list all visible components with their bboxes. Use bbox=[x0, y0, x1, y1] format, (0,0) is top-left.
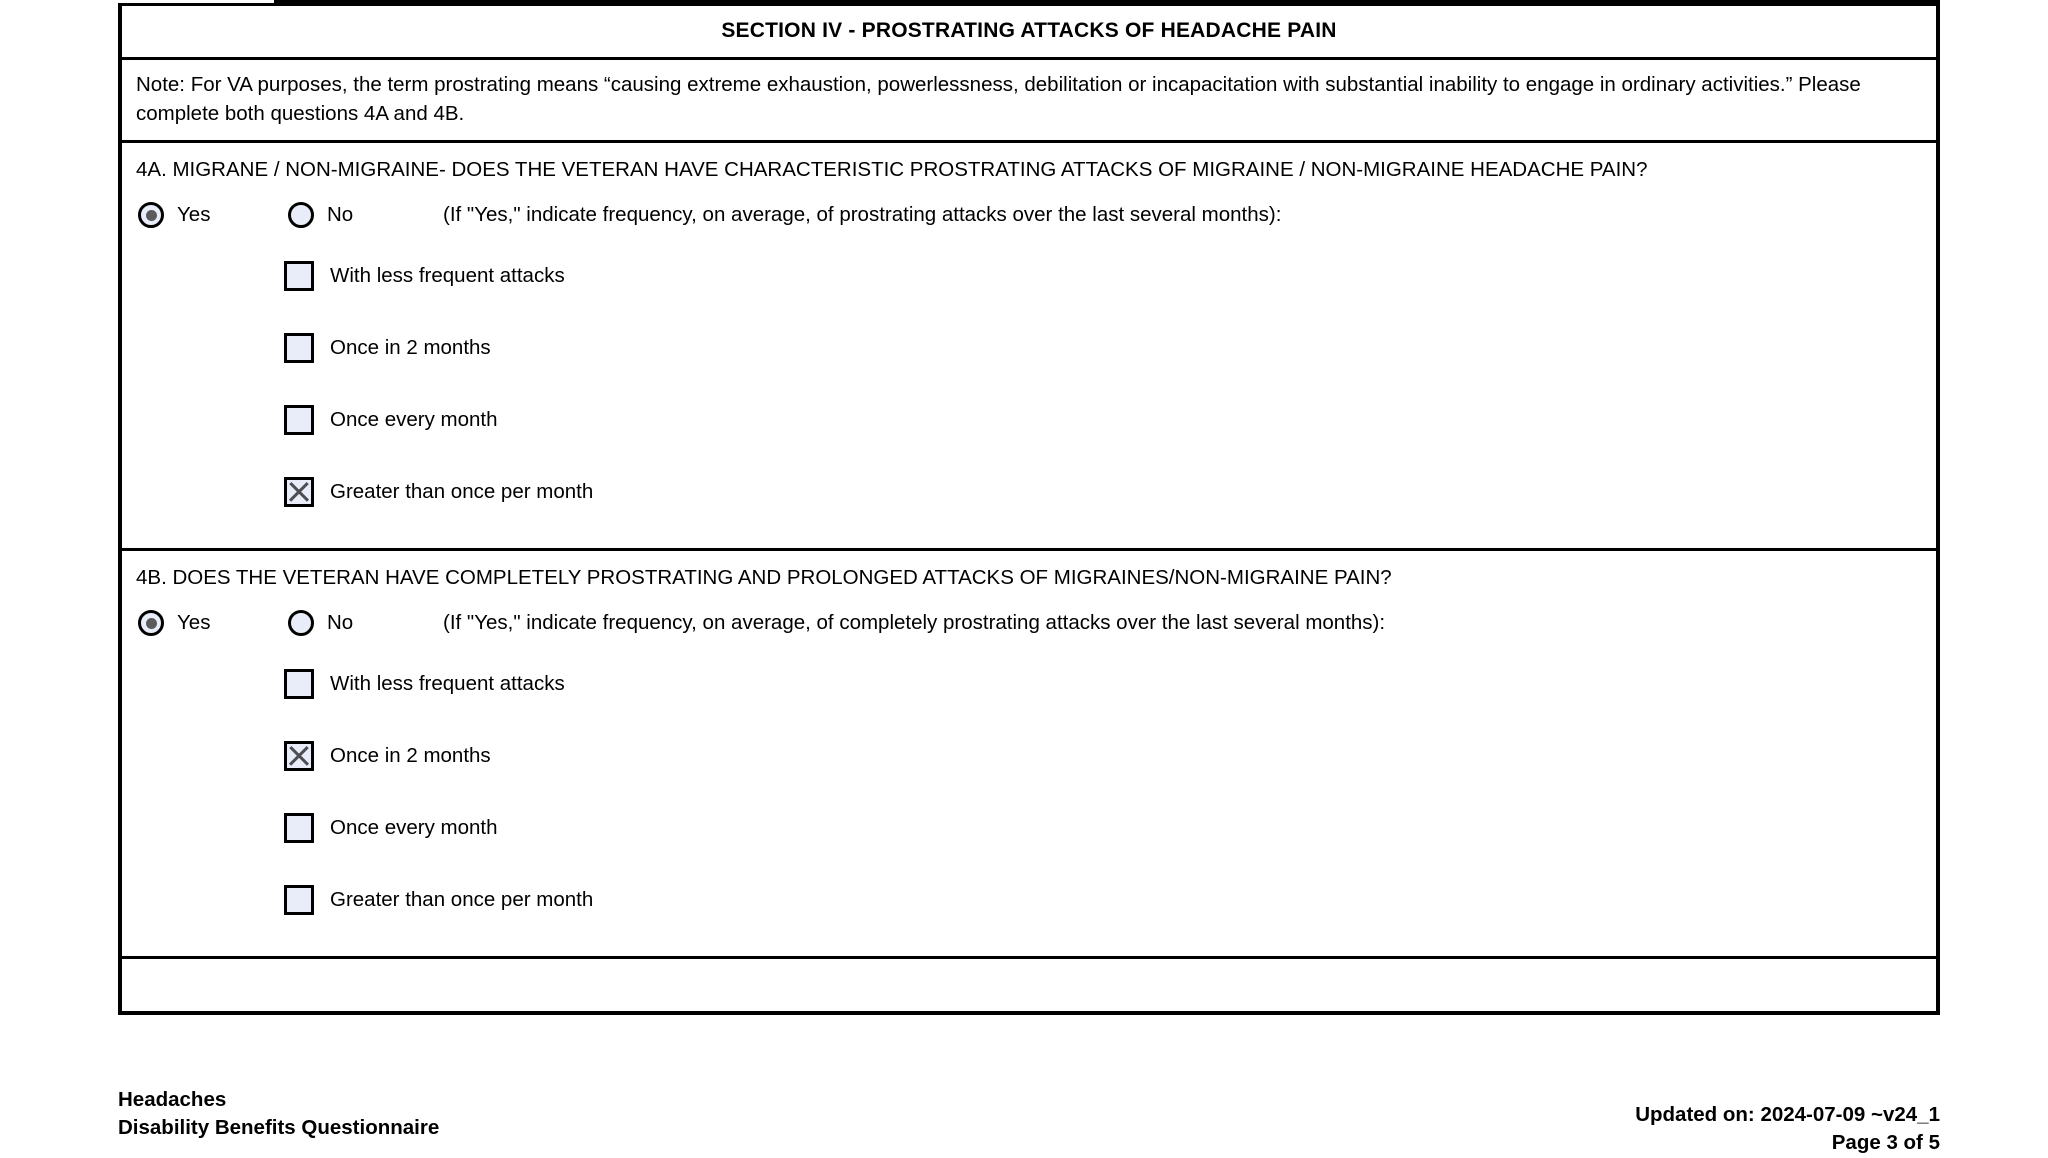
page-footer bbox=[0, 1080, 2048, 1155]
footer-updated-on: Updated on: 2024-07-09 ~v24_1 bbox=[1635, 1103, 1940, 1126]
question-4a-option-greater-than-once-per-month[interactable] bbox=[136, 456, 1922, 528]
question-4a-option-once-every-month[interactable] bbox=[136, 384, 1922, 456]
checkbox-label: Once in 2 months bbox=[330, 336, 491, 360]
question-4b-yes-label: Yes bbox=[177, 611, 211, 635]
question-4a-title: 4A. MIGRANE / NON-MIGRAINE- DOES THE VETERAN HAVE CHARACTERISTIC PROSTRATING ATTACKS OF MIGRAINE / NON-MIGRAINE HEADACHE PAIN? bbox=[136, 158, 1648, 182]
checkbox[interactable] bbox=[284, 813, 314, 843]
question-4a-no-radio[interactable] bbox=[288, 202, 314, 228]
footer-title-line-1: Headaches bbox=[118, 1088, 227, 1111]
question-4b-no-radio[interactable] bbox=[288, 610, 314, 636]
question-4a-yes-label: Yes bbox=[177, 203, 211, 227]
section-header-row bbox=[122, 6, 1936, 60]
question-4a-hint: (If "Yes," indicate frequency, on average, of prostrating attacks over the last several months): bbox=[443, 203, 1282, 227]
section-header-title: SECTION IV - PROSTRATING ATTACKS OF HEADACHE PAIN bbox=[721, 19, 1337, 42]
question-4b-title: 4B. DOES THE VETERAN HAVE COMPLETELY PROSTRATING AND PROLONGED ATTACKS OF MIGRAINES/NON-MIGRAINE PAIN? bbox=[136, 566, 1392, 590]
checkbox-label: With less frequent attacks bbox=[330, 672, 565, 696]
footer-title-line-2: Disability Benefits Questionnaire bbox=[118, 1116, 440, 1140]
question-4b-option-once-every-month[interactable] bbox=[136, 792, 1922, 864]
question-4a-yes-radio[interactable] bbox=[138, 202, 164, 228]
question-4b-hint: (If "Yes," indicate frequency, on average, of completely prostrating attacks over the last several months): bbox=[443, 611, 1386, 635]
question-4b-row bbox=[122, 551, 1936, 959]
checkbox[interactable] bbox=[284, 405, 314, 435]
checkbox-label: With less frequent attacks bbox=[330, 264, 565, 288]
checkbox[interactable] bbox=[284, 477, 314, 507]
question-4a-row bbox=[122, 143, 1936, 551]
checkmark-x-icon bbox=[287, 480, 311, 504]
question-4b-option-once-in-2-months[interactable] bbox=[136, 720, 1922, 792]
question-4a-no-label: No bbox=[327, 203, 354, 227]
radio-selected-dot bbox=[146, 210, 157, 221]
prostrating-definition-note: Note: For VA purposes, the term prostrating means “causing extreme exhaustion, powerlessness, debilitation or incapacitation with substantial inability to engage in ordinary activities.” Please complete both questions 4A and 4B. bbox=[136, 73, 1861, 126]
checkbox[interactable] bbox=[284, 885, 314, 915]
question-4b-yes-option[interactable] bbox=[138, 610, 288, 636]
question-4b-option-less-frequent[interactable] bbox=[136, 648, 1922, 720]
question-4b-block bbox=[122, 551, 1936, 956]
checkbox-label: Once in 2 months bbox=[330, 744, 491, 768]
question-4a-option-less-frequent[interactable] bbox=[136, 240, 1922, 312]
checkbox-label: Once every month bbox=[330, 816, 498, 840]
section-iv-table bbox=[118, 6, 1940, 1015]
footer-form-title bbox=[118, 1086, 439, 1143]
checkbox[interactable] bbox=[284, 741, 314, 771]
footer-meta bbox=[1635, 1101, 1940, 1158]
question-4a-yes-option[interactable] bbox=[138, 202, 288, 228]
question-4b-option-greater-than-once-per-month[interactable] bbox=[136, 864, 1922, 936]
question-4a-frequency-options bbox=[136, 234, 1922, 528]
checkbox[interactable] bbox=[284, 261, 314, 291]
question-4b-no-option[interactable] bbox=[288, 610, 433, 636]
radio-selected-dot bbox=[146, 618, 157, 629]
note-row bbox=[122, 60, 1936, 143]
footer-page-number: Page 3 of 5 bbox=[1831, 1131, 1940, 1155]
question-4b-yes-radio[interactable] bbox=[138, 610, 164, 636]
checkbox[interactable] bbox=[284, 669, 314, 699]
question-4a-block bbox=[122, 143, 1936, 548]
checkbox[interactable] bbox=[284, 333, 314, 363]
question-4a-radio-group bbox=[136, 194, 1922, 234]
checkbox-label: Greater than once per month bbox=[330, 480, 594, 504]
question-4a-option-once-in-2-months[interactable] bbox=[136, 312, 1922, 384]
question-4a-no-option[interactable] bbox=[288, 202, 433, 228]
checkbox-label: Greater than once per month bbox=[330, 888, 594, 912]
blank-row bbox=[122, 959, 1936, 1011]
question-4b-frequency-options bbox=[136, 642, 1922, 936]
checkbox-label: Once every month bbox=[330, 408, 498, 432]
checkmark-x-icon bbox=[287, 744, 311, 768]
question-4b-no-label: No bbox=[327, 611, 354, 635]
question-4b-radio-group bbox=[136, 602, 1922, 642]
